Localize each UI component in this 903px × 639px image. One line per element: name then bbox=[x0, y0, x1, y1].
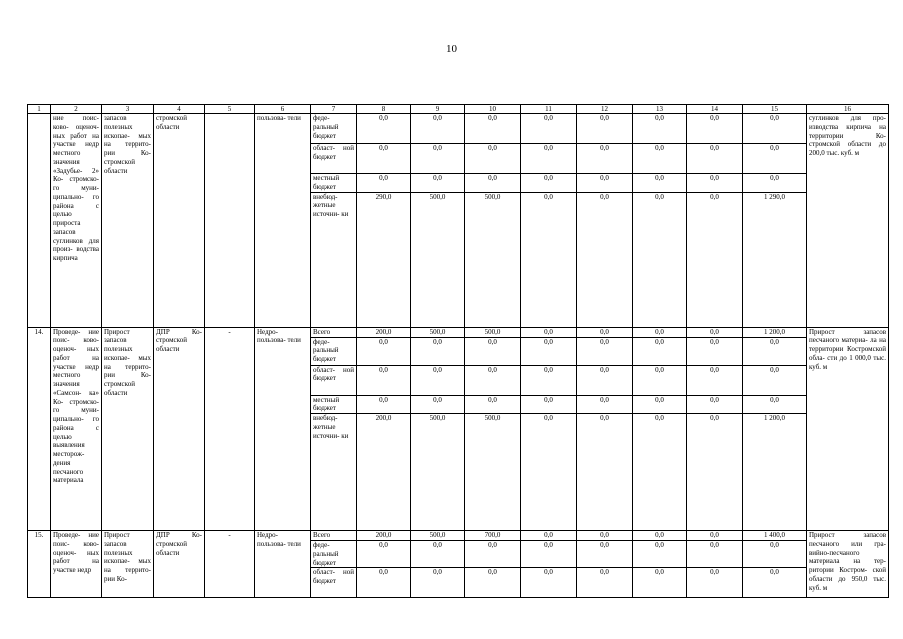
expected-result: Прирост запасов песчаного материа- ла на территории Костромской обла- сти до 1 000,0 тыс. куб. м bbox=[807, 327, 889, 531]
finance-source: феде- ральный бюджет bbox=[311, 337, 357, 365]
header-cell: 1 bbox=[28, 105, 51, 114]
header-cell: 11 bbox=[521, 105, 577, 114]
finance-value: 0,0 bbox=[687, 365, 743, 395]
user: Недро- пользова- тели bbox=[255, 531, 311, 598]
finance-value: 0,0 bbox=[687, 192, 743, 327]
finance-value: 0,0 bbox=[411, 114, 465, 144]
finance-value: 500,0 bbox=[411, 414, 465, 531]
measure-goal: запасов полезных ископае- мых на террито- рии Ко- стромской области bbox=[102, 114, 154, 328]
expected-result: суглинков для про- изводства кирпича на территории Ко- стромской области до 200,0 тыс. куб. м bbox=[807, 114, 889, 328]
finance-value: 0,0 bbox=[743, 541, 807, 568]
finance-value: 0,0 bbox=[687, 531, 743, 541]
finance-value: 0,0 bbox=[521, 568, 577, 598]
finance-value: 0,0 bbox=[521, 395, 577, 414]
finance-value: 0,0 bbox=[687, 414, 743, 531]
finance-value: 0,0 bbox=[577, 395, 633, 414]
finance-value: 0,0 bbox=[577, 568, 633, 598]
finance-value: 0,0 bbox=[521, 414, 577, 531]
finance-value: 0,0 bbox=[743, 144, 807, 174]
measure-name: Проведе- ние поис- ково- оценоч- ных работ на участке недр местного значения «Самсон- ка» Ко- стромско- го муни- ципально- го района с целью выявления месторож- дения песчаного материала bbox=[51, 327, 102, 531]
finance-value: 0,0 bbox=[687, 114, 743, 144]
finance-value: 0,0 bbox=[357, 337, 411, 365]
finance-value: 0,0 bbox=[411, 568, 465, 598]
finance-value: 0,0 bbox=[577, 144, 633, 174]
finance-source: област- ной бюджет bbox=[311, 144, 357, 174]
finance-value: 0,0 bbox=[577, 174, 633, 193]
user: Недро- пользова- тели bbox=[255, 327, 311, 531]
header-cell: 12 bbox=[577, 105, 633, 114]
finance-value: 500,0 bbox=[465, 414, 521, 531]
finance-source: феде- ральный бюджет bbox=[311, 541, 357, 568]
finance-value: 0,0 bbox=[743, 395, 807, 414]
finance-value: 0,0 bbox=[357, 541, 411, 568]
header-cell: 15 bbox=[743, 105, 807, 114]
finance-value: 0,0 bbox=[521, 327, 577, 337]
finance-value: 0,0 bbox=[465, 337, 521, 365]
finance-value: 0,0 bbox=[465, 174, 521, 193]
finance-value: 500,0 bbox=[465, 192, 521, 327]
finance-value: 200,0 bbox=[357, 327, 411, 337]
col5 bbox=[205, 114, 255, 328]
finance-value: 0,0 bbox=[633, 365, 687, 395]
finance-value: 1 400,0 bbox=[743, 531, 807, 541]
finance-value: 0,0 bbox=[577, 365, 633, 395]
header-cell: 6 bbox=[255, 105, 311, 114]
header-cell: 13 bbox=[633, 105, 687, 114]
header-row bbox=[28, 105, 889, 114]
finance-value: 0,0 bbox=[743, 365, 807, 395]
finance-value: 0,0 bbox=[577, 414, 633, 531]
finance-value: 0,0 bbox=[357, 174, 411, 193]
header-cell: 5 bbox=[205, 105, 255, 114]
finance-value: 0,0 bbox=[411, 144, 465, 174]
finance-value: 0,0 bbox=[357, 114, 411, 144]
table-row bbox=[28, 531, 889, 541]
finance-value: 0,0 bbox=[687, 144, 743, 174]
finance-value: 0,0 bbox=[633, 414, 687, 531]
finance-value: 0,0 bbox=[411, 395, 465, 414]
measure-goal: Прирост запасов полезных ископае- мых на террито- рии Ко- bbox=[102, 531, 154, 598]
finance-value: 0,0 bbox=[687, 568, 743, 598]
page-number: 10 bbox=[446, 43, 457, 55]
executor: стромской области bbox=[154, 114, 205, 328]
finance-value: 0,0 bbox=[687, 337, 743, 365]
header-cell: 3 bbox=[102, 105, 154, 114]
header-cell: 2 bbox=[51, 105, 102, 114]
finance-value: 0,0 bbox=[633, 114, 687, 144]
finance-value: 0,0 bbox=[577, 541, 633, 568]
finance-value: 0,0 bbox=[577, 114, 633, 144]
finance-value: 200,0 bbox=[357, 531, 411, 541]
finance-value: 500,0 bbox=[465, 327, 521, 337]
finance-value: 0,0 bbox=[357, 568, 411, 598]
header-cell: 16 bbox=[807, 105, 889, 114]
executor: ДПР Ко- стромской области bbox=[154, 327, 205, 531]
finance-value: 0,0 bbox=[687, 541, 743, 568]
finance-value: 0,0 bbox=[743, 114, 807, 144]
finance-value: 0,0 bbox=[521, 174, 577, 193]
finance-value: 1 200,0 bbox=[743, 414, 807, 531]
finance-source: местный бюджет bbox=[311, 395, 357, 414]
finance-value: 0,0 bbox=[357, 365, 411, 395]
finance-value: 0,0 bbox=[521, 144, 577, 174]
finance-value: 700,0 bbox=[465, 531, 521, 541]
finance-source: внебюд- жетные источни- ки bbox=[311, 192, 357, 327]
finance-value: 500,0 bbox=[411, 531, 465, 541]
col5: - bbox=[205, 327, 255, 531]
finance-value: 0,0 bbox=[687, 174, 743, 193]
finance-value: 0,0 bbox=[521, 337, 577, 365]
finance-value: 200,0 bbox=[357, 414, 411, 531]
finance-value: 0,0 bbox=[577, 327, 633, 337]
finance-value: 1 200,0 bbox=[743, 327, 807, 337]
finance-value: 0,0 bbox=[357, 395, 411, 414]
finance-value: 0,0 bbox=[633, 541, 687, 568]
row-number: 14. bbox=[28, 327, 51, 531]
header-cell: 8 bbox=[357, 105, 411, 114]
finance-value: 500,0 bbox=[411, 192, 465, 327]
header-cell: 14 bbox=[687, 105, 743, 114]
finance-value: 0,0 bbox=[521, 541, 577, 568]
finance-source: внебюд- жетные источни- ки bbox=[311, 414, 357, 531]
finance-value: 0,0 bbox=[465, 541, 521, 568]
header-cell: 4 bbox=[154, 105, 205, 114]
finance-value: 0,0 bbox=[633, 395, 687, 414]
finance-source: Всего bbox=[311, 531, 357, 541]
finance-value: 0,0 bbox=[521, 365, 577, 395]
finance-value: 0,0 bbox=[465, 114, 521, 144]
finance-value: 0,0 bbox=[633, 327, 687, 337]
finance-value: 0,0 bbox=[411, 174, 465, 193]
finance-value: 0,0 bbox=[521, 114, 577, 144]
table-row bbox=[28, 327, 889, 337]
finance-source: местный бюджет bbox=[311, 174, 357, 193]
finance-value: 0,0 bbox=[411, 337, 465, 365]
executor: ДПР Ко- стромской области bbox=[154, 531, 205, 598]
finance-value: 0,0 bbox=[465, 395, 521, 414]
header-cell: 9 bbox=[411, 105, 465, 114]
finance-value: 0,0 bbox=[687, 395, 743, 414]
header-cell: 7 bbox=[311, 105, 357, 114]
finance-value: 0,0 bbox=[465, 144, 521, 174]
finance-value: 0,0 bbox=[521, 531, 577, 541]
finance-source: област- ной бюджет bbox=[311, 568, 357, 598]
finance-value: 0,0 bbox=[743, 337, 807, 365]
col5: - bbox=[205, 531, 255, 598]
finance-value: 1 290,0 bbox=[743, 192, 807, 327]
finance-value: 0,0 bbox=[743, 568, 807, 598]
measure-name: ние поис- ково- оценоч- ных работ на участке недр местного значения «Задубье- 2» Ко- стромско- го муни- ципально- го района с целью прироста запасов суглинков для произ- водства кирпича bbox=[51, 114, 102, 328]
finance-value: 0,0 bbox=[577, 192, 633, 327]
finance-value: 0,0 bbox=[633, 568, 687, 598]
finance-value: 0,0 bbox=[633, 531, 687, 541]
finance-source: област- ной бюджет bbox=[311, 365, 357, 395]
finance-value: 0,0 bbox=[577, 337, 633, 365]
finance-value: 0,0 bbox=[465, 365, 521, 395]
finance-value: 0,0 bbox=[465, 568, 521, 598]
measure-goal: Прирост запасов полезных ископае- мых на террито- рии Ко- стромской области bbox=[102, 327, 154, 531]
finance-value: 0,0 bbox=[577, 531, 633, 541]
finance-source: Всего bbox=[311, 327, 357, 337]
expected-result: Прирост запасов песчаного или гра- вийно-песчаного материала на тер- ритории Костром- ской области до 950,0 тыс. куб. м bbox=[807, 531, 889, 598]
finance-value: 0,0 bbox=[633, 192, 687, 327]
measure-name: Проведе- ние поис- ково- оценоч- ных работ на участке недр bbox=[51, 531, 102, 598]
finance-value: 0,0 bbox=[687, 327, 743, 337]
program-table bbox=[27, 104, 889, 598]
finance-value: 290,0 bbox=[357, 192, 411, 327]
row-number bbox=[28, 114, 51, 328]
row-number: 15. bbox=[28, 531, 51, 598]
finance-value: 500,0 bbox=[411, 327, 465, 337]
finance-value: 0,0 bbox=[633, 144, 687, 174]
table-row bbox=[28, 114, 889, 144]
finance-value: 0,0 bbox=[357, 144, 411, 174]
finance-value: 0,0 bbox=[633, 174, 687, 193]
finance-source: феде- ральный бюджет bbox=[311, 114, 357, 144]
finance-value: 0,0 bbox=[411, 365, 465, 395]
finance-value: 0,0 bbox=[521, 192, 577, 327]
finance-value: 0,0 bbox=[411, 541, 465, 568]
user: пользова- тели bbox=[255, 114, 311, 328]
finance-value: 0,0 bbox=[743, 174, 807, 193]
finance-value: 0,0 bbox=[633, 337, 687, 365]
header-cell: 10 bbox=[465, 105, 521, 114]
